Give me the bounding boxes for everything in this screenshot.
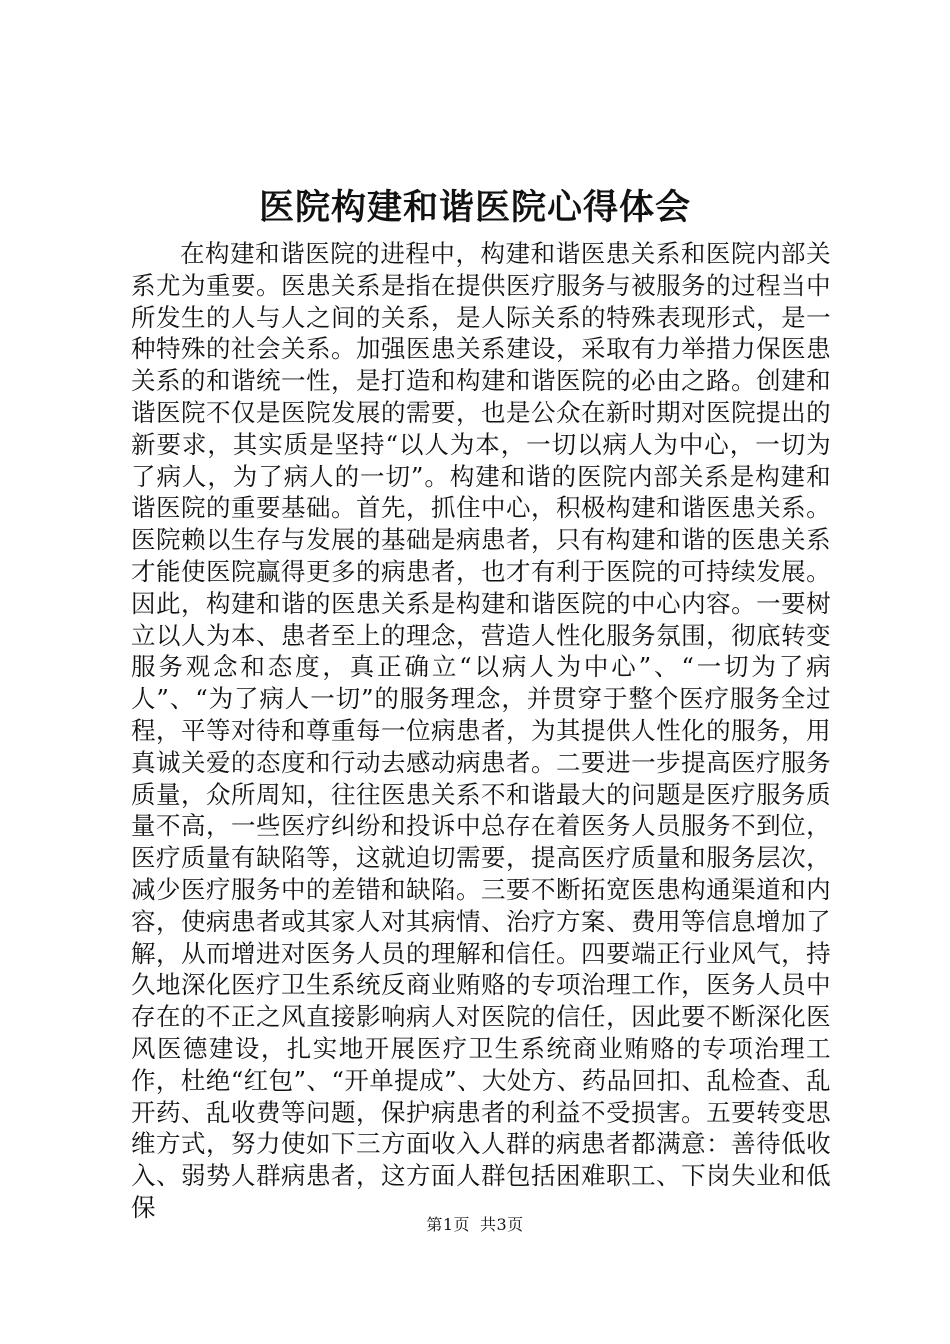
page-footer — [0, 1213, 950, 1237]
page-number-current: 第1页 — [426, 1215, 470, 1234]
document-body-paragraph: 在构建和谐医院的进程中，构建和谐医患关系和医院内部关系尤为重要。医患关系是指在提供医疗服务与被服务的过程当中所发生的人与人之间的关系，是人际关系的特殊表现形式，是一种特殊的社会关系。加强医患关系建设，采取有力举措力保医患关系的和谐统一性，是打造和构建和谐医院的必由之路。创建和谐医院不仅是医院发展的需要，也是公众在新时期对医院提出的新要求，其实质是坚持“以人为本，一切以病人为中心，一切为了病人，为了病人的一切”。构建和谐的医院内部关系是构建和谐医院的重要基础。首先，抓住中心，积极构建和谐医患关系。医院赖以生存与发展的基础是病患者，只有构建和谐的医患关系才能使医院赢得更多的病患者，也才有利于医院的可持续发展。因此，构建和谐的医患关系是构建和谐医院的中心内容。一要树立以人为本、患者至上的理念，营造人性化服务氛围，彻底转变服务观念和态度，真正确立“以病人为中心”、“一切为了病人”、“为了病人一切”的服务理念，并贯穿于整个医疗服务全过程，平等对待和尊重每一位病患者，为其提供人性化的服务，用真诚关爱的态度和行动去感动病患者。二要进一步提高医疗服务质量，众所周知，往往医患关系不和谐最大的问题是医疗服务质量不高，一些医疗纠纷和投诉中总存在着医务人员服务不到位，医疗质量有缺陷等，这就迫切需要，提高医疗质量和服务层次，减少医疗服务中的差错和缺陷。三要不断拓宽医患构通渠道和内容，使病患者或其家人对其病情、治疗方案、费用等信息增加了解，从而增进对医务人员的理解和信任。四要端正行业风气，持久地深化医疗卫生系统反商业贿赂的专项治理工作，医务人员中存在的不正之风直接影响病人对医院的信任，因此要不断深化医风医德建设，扎实地开展医疗卫生系统商业贿赂的专项治理工作，杜绝“红包”、“开单提成”、大处方、药品回扣、乱检查、乱开药、乱收费等问题，保护病患者的利益不受损害。五要转变思维方式，努力使如下三方面收入人群的病患者都满意：善待低收入、弱势人群病患者，这方面人群包括困难职工、下岗失业和低保 — [131, 239, 831, 1222]
document-title: 医院构建和谐医院心得体会 — [258, 187, 691, 228]
page-number-total: 共3页 — [480, 1215, 524, 1234]
